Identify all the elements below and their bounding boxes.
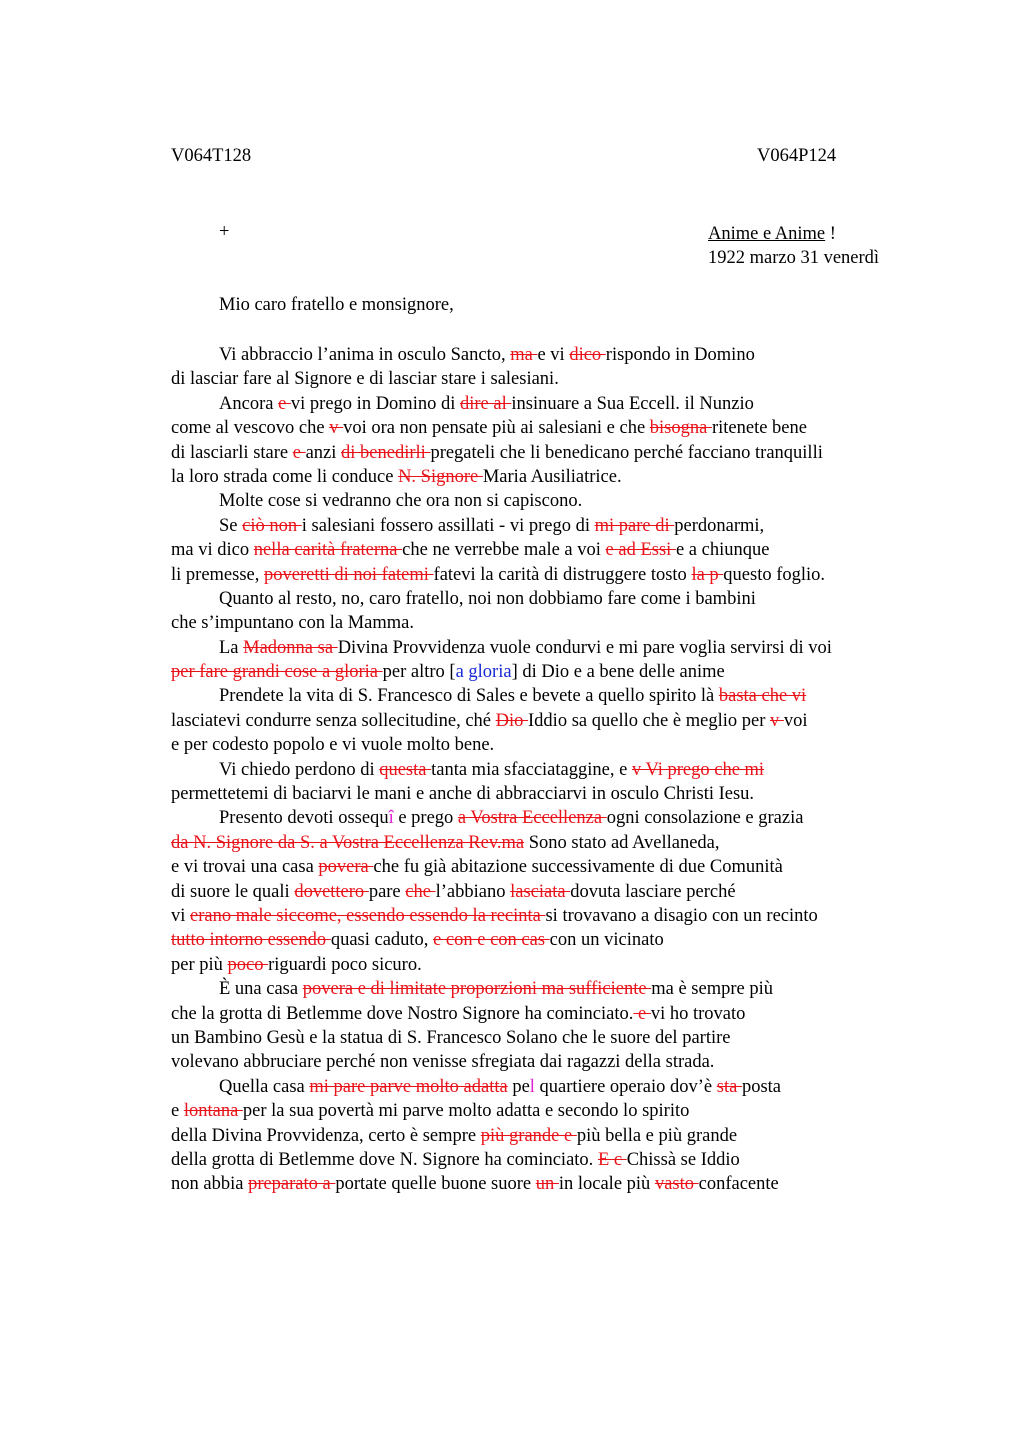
text-segment: vi ho trovato	[650, 1003, 746, 1024]
text-segment: quasi caduto,	[330, 930, 434, 951]
text-line	[171, 1172, 931, 1196]
document-code-left: V064T128	[171, 146, 252, 166]
deleted-text: N. Signore	[398, 466, 483, 487]
deleted-text: lasciata	[510, 881, 571, 902]
deleted-text: nella carità fraterna	[253, 540, 403, 561]
title-block	[708, 222, 879, 270]
text-segment: che s’impuntano con la Mamma.	[171, 613, 415, 634]
text-line	[171, 831, 931, 855]
highlighted-char: î	[388, 808, 394, 829]
text-segment: ogni consolazione e grazia	[606, 808, 804, 829]
text-segment: vi prego in Domino di	[290, 393, 460, 414]
text-segment: anzi	[305, 442, 342, 463]
text-line	[171, 733, 931, 757]
text-segment: posta	[741, 1076, 782, 1097]
letter-body	[171, 343, 931, 1197]
deleted-text: mi pare di	[594, 515, 675, 536]
deleted-text: e	[278, 393, 291, 414]
title-line	[708, 222, 879, 246]
deleted-text: vasto	[654, 1174, 699, 1195]
deleted-text: la p	[691, 564, 724, 585]
text-line	[171, 416, 931, 440]
text-segment: rispondo in Domino	[605, 345, 755, 365]
text-segment: e a chiunque	[675, 540, 770, 561]
deleted-text: basta che vi	[718, 686, 807, 707]
text-segment: voi ora non pensate più ai salesiani e che	[343, 418, 650, 439]
text-segment: fatevi la carità di distruggere tosto	[433, 564, 692, 585]
text-line	[171, 660, 931, 684]
text-segment: Divina Provvidenza vuole condurvi e mi pare voglia servirsi di voi	[337, 637, 832, 658]
text-segment: insinuare a Sua Eccell. il Nunzio	[511, 393, 754, 414]
text-segment: di suore le quali	[171, 881, 295, 902]
deleted-text: Madonna sa	[243, 637, 338, 658]
text-line	[171, 928, 931, 952]
deleted-text: dico	[569, 345, 606, 365]
deleted-text: dovettero	[294, 881, 369, 902]
deleted-text: v Vi prego che mi	[631, 759, 765, 780]
deleted-text: e	[633, 1003, 651, 1024]
inserted-text: a gloria	[455, 662, 512, 683]
text-segment: e prego	[393, 808, 458, 829]
text-segment: portate quelle buone suore	[335, 1174, 536, 1195]
highlighted-char: l	[529, 1076, 535, 1097]
text-segment: pe	[507, 1076, 530, 1097]
text-segment: che ne verrebbe male a voi	[402, 540, 606, 561]
document-code-right: V064P124	[757, 146, 837, 166]
text-line	[171, 1124, 931, 1148]
text-segment: Maria Ausiliatrice.	[482, 466, 622, 487]
deleted-text: povera e di limitate proporzioni ma sufficiente	[302, 979, 652, 1000]
text-line	[171, 441, 931, 465]
text-line	[171, 489, 931, 513]
text-segment: Iddio sa quello che è meglio per	[528, 710, 770, 731]
text-segment: Presento devoti osseq	[219, 808, 380, 829]
text-segment: ritenete bene	[711, 418, 807, 439]
text-line	[171, 343, 931, 367]
text-line	[171, 563, 931, 587]
text-segment: e per codesto popolo e vi vuole molto bene.	[171, 735, 495, 756]
deleted-text: ciò non	[242, 515, 302, 536]
text-segment: di lasciar fare al Signore e di lasciar stare i salesiani.	[171, 369, 559, 390]
text-segment: tanta mia sfacciataggine, e	[431, 759, 632, 780]
text-segment: Sono stato ad Avellaneda,	[524, 832, 720, 853]
deleted-text: povera	[318, 857, 374, 878]
text-segment: pare	[368, 881, 406, 902]
deleted-text: di benedirli	[341, 442, 431, 463]
text-segment: un Bambino Gesù e la statua di S. Francesco Solano che le suore del partire	[171, 1027, 731, 1048]
deleted-text: tutto intorno essendo	[171, 930, 331, 951]
text-segment: ma vi dico	[171, 540, 254, 561]
deleted-text: v	[329, 418, 344, 439]
deleted-text: ma	[510, 345, 538, 365]
text-line	[171, 636, 931, 660]
deleted-text: questa	[379, 759, 432, 780]
deleted-text: Dio	[495, 710, 529, 731]
letter-heading: Anime e Anime	[708, 224, 826, 244]
text-segment: volevano abbruciare perché non venisse sfregiata dai ragazzi della strada.	[171, 1052, 715, 1073]
text-segment: confacente	[698, 1174, 779, 1195]
text-segment: i salesiani fossero assillati - vi prego di	[301, 515, 595, 536]
text-segment: Prendete la vita di S. Francesco di Sales e bevete a quello spirito là	[219, 686, 719, 707]
text-line	[171, 392, 931, 416]
text-segment: perdonarmi,	[674, 515, 765, 536]
text-line	[171, 1075, 931, 1099]
text-segment: Chissà se Iddio	[626, 1149, 740, 1170]
deleted-text: un	[535, 1174, 559, 1195]
text-line	[171, 1002, 931, 1026]
text-segment: della Divina Provvidenza, certo è sempre	[171, 1125, 481, 1146]
text-line	[171, 782, 931, 806]
text-segment: Quella casa	[219, 1076, 310, 1097]
text-line	[171, 1026, 931, 1050]
text-segment: con un vicinato	[549, 930, 664, 951]
deleted-text: preparato a	[248, 1174, 336, 1195]
deleted-text: dire al	[459, 393, 512, 414]
text-line	[171, 1050, 931, 1074]
salutation: Mio caro fratello e monsignore,	[219, 295, 454, 315]
text-line	[171, 1148, 931, 1172]
text-segment: u	[379, 808, 389, 829]
deleted-text: v	[769, 710, 784, 731]
text-segment: quartiere operaio dov’è	[534, 1076, 717, 1097]
deleted-text: poveretti di noi fatemi	[264, 564, 434, 585]
text-line	[171, 758, 931, 782]
deleted-text: mi pare parve molto adatta	[309, 1076, 508, 1097]
deleted-text: bisogna	[649, 418, 712, 439]
deleted-text: per fare grandi cose a gloria	[171, 662, 383, 683]
deleted-text: a Vostra Eccellenza	[457, 808, 607, 829]
text-segment: per più	[171, 954, 228, 975]
text-segment: l’abbiano	[435, 881, 511, 902]
text-segment: come al vescovo che	[171, 418, 330, 439]
deleted-text: poco	[227, 954, 269, 975]
text-line	[171, 977, 931, 1001]
text-line	[171, 538, 931, 562]
text-segment: la loro strada come li conduce	[171, 466, 399, 487]
text-line	[171, 953, 931, 977]
text-line	[171, 880, 931, 904]
text-line	[171, 367, 931, 391]
text-segment: li premesse,	[171, 564, 264, 585]
text-segment: La	[219, 637, 244, 658]
text-segment: più bella e più grande	[576, 1125, 738, 1146]
deleted-text: da N. Signore da S. a Vostra Eccellenza Rev.ma	[171, 832, 525, 853]
text-segment: della grotta di Betlemme dove N. Signore ha cominciato.	[171, 1149, 598, 1170]
text-line	[171, 709, 931, 733]
text-line	[171, 806, 931, 830]
deleted-text: erano male siccome, essendo essendo la recinta	[190, 905, 546, 926]
text-segment: vi	[171, 905, 191, 926]
text-segment: lasciatevi condurre senza sollecitudine, ché	[171, 710, 496, 731]
text-segment: Se	[219, 515, 243, 536]
deleted-text: e	[292, 442, 306, 463]
text-segment: questo foglio.	[723, 564, 826, 585]
text-segment: riguardi poco sicuro.	[268, 954, 422, 975]
deleted-text: e con e con cas	[433, 930, 550, 951]
deleted-text: e ad Essi	[605, 540, 676, 561]
text-line	[171, 1099, 931, 1123]
text-line	[171, 855, 931, 879]
deleted-text: più grande e	[480, 1125, 577, 1146]
deleted-text: che	[405, 881, 436, 902]
heading-suffix: !	[825, 224, 836, 244]
text-segment: e vi trovai una casa	[171, 857, 319, 878]
text-line	[171, 465, 931, 489]
text-segment: che fu già abitazione successivamente di due Comunità	[373, 857, 783, 878]
text-line	[171, 587, 931, 611]
text-segment: per la sua povertà mi parve molto adatta e secondo lo spirito	[242, 1101, 690, 1122]
text-segment: Vi abbraccio l’anima in osculo Sancto,	[219, 345, 511, 365]
deleted-text: sta	[716, 1076, 742, 1097]
text-line	[171, 611, 931, 635]
text-segment: e vi	[537, 345, 570, 365]
text-line	[171, 514, 931, 538]
text-segment: Ancora	[219, 393, 279, 414]
text-line	[171, 904, 931, 928]
text-segment: di lasciarli stare	[171, 442, 293, 463]
text-segment: che la grotta di Betlemme dove Nostro Signore ha cominciato.	[171, 1003, 634, 1024]
text-segment: Molte cose si vedranno che ora non si capiscono.	[219, 491, 583, 512]
text-segment: Quanto al resto, no, caro fratello, noi non dobbiamo fare come i bambini	[219, 588, 756, 609]
text-segment: ma è sempre più	[651, 979, 773, 1000]
text-segment: ] di Dio e a bene delle anime	[511, 662, 725, 683]
cross-mark: +	[219, 222, 230, 242]
deleted-text: E c	[597, 1149, 627, 1170]
text-line	[171, 684, 931, 708]
text-segment: non abbia	[171, 1174, 249, 1195]
text-segment: Vi chiedo perdono di	[219, 759, 380, 780]
text-segment: È una casa	[219, 979, 303, 1000]
text-segment: in locale più	[558, 1174, 655, 1195]
deleted-text: lontana	[183, 1101, 243, 1122]
text-segment: si trovavano a disagio con un recinto	[545, 905, 818, 926]
text-segment: voi	[783, 710, 808, 731]
text-segment: e	[171, 1101, 184, 1122]
text-segment: per altro [	[382, 662, 456, 683]
text-segment: pregateli che li benedicano perché facciano tranquilli	[430, 442, 823, 463]
text-segment: dovuta lasciare perché	[570, 881, 736, 902]
text-segment: permettetemi di baciarvi le mani e anche di abbracciarvi in osculo Christi Iesu.	[171, 784, 755, 805]
letter-date: 1922 marzo 31 venerdì	[708, 248, 880, 268]
